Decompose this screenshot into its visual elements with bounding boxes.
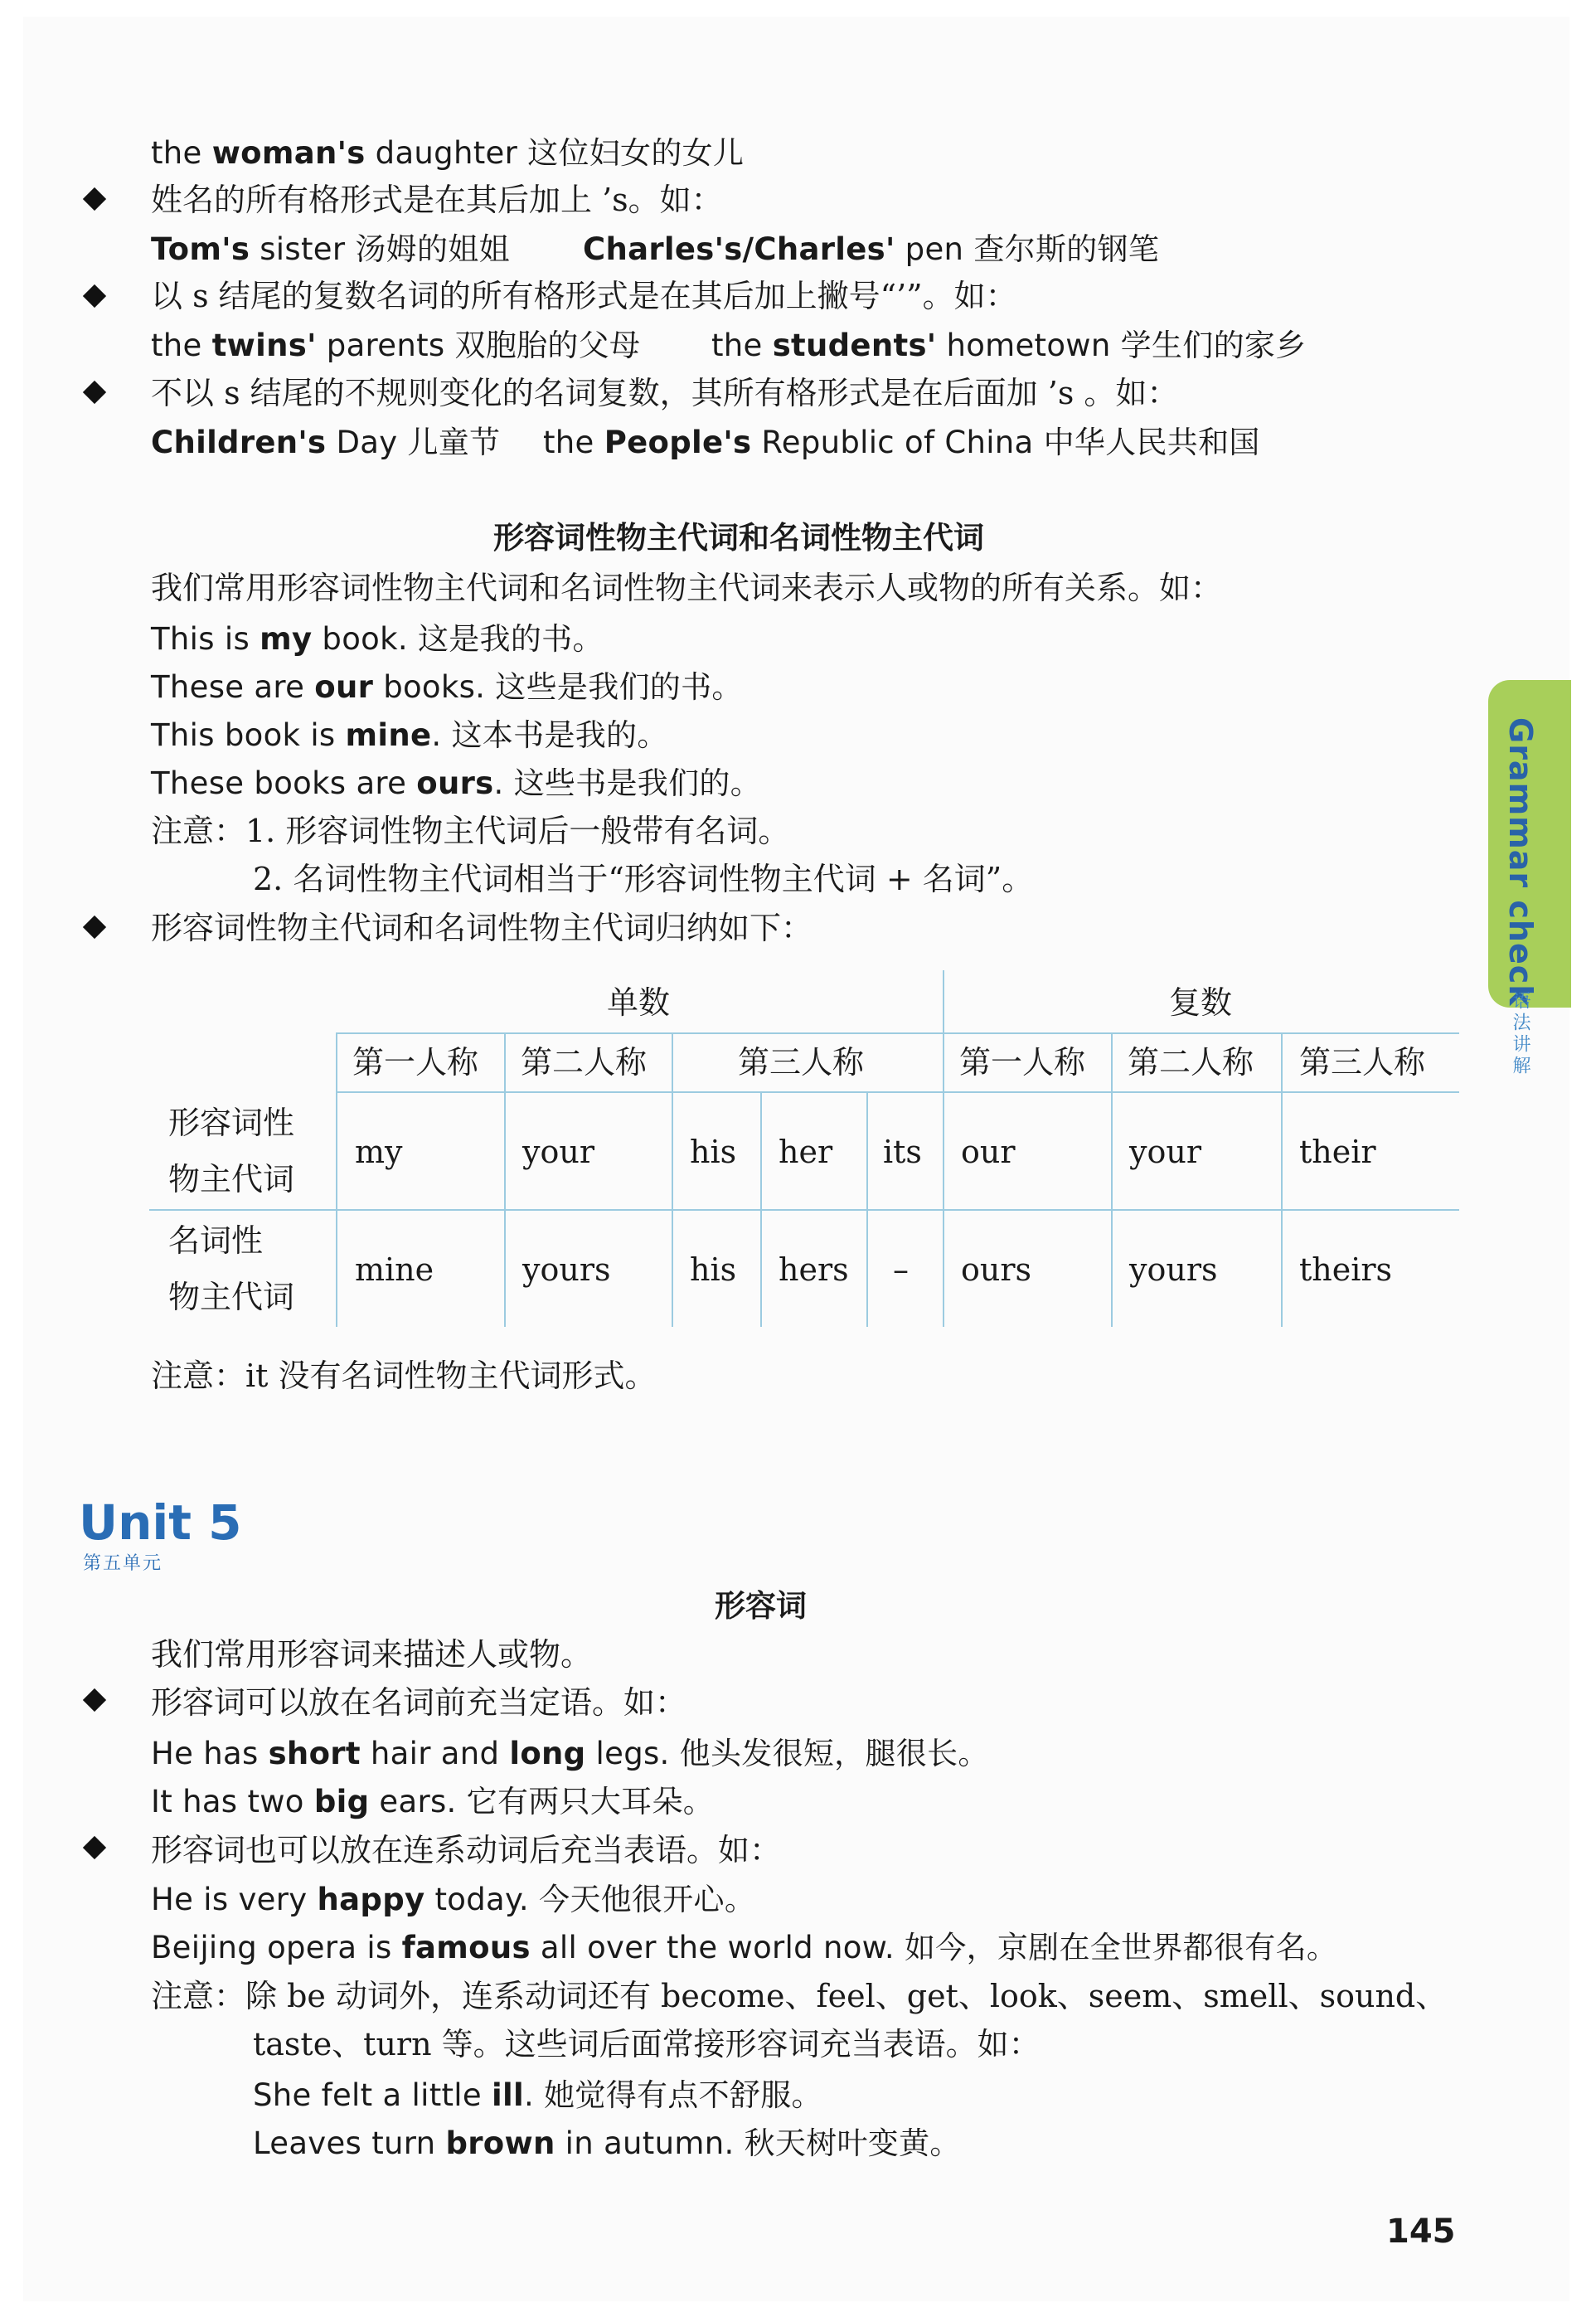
example-happy: He is very happy today. 今天他很开心。 xyxy=(151,1882,756,1917)
table-cell: ours xyxy=(961,1251,1032,1288)
table-cell: our xyxy=(961,1134,1016,1170)
example-brown: Leaves turn brown in autumn. 秋天树叶变黄。 xyxy=(253,2125,961,2161)
header-person: 第二人称 xyxy=(521,1044,648,1081)
table-cell: his xyxy=(690,1251,737,1288)
section-heading-adjectives: 形容词 xyxy=(715,1588,807,1624)
section-heading-possessive-pronouns: 形容词性物主代词和名词性物主代词 xyxy=(493,520,984,556)
example-childrens-day: Children's Day 儿童节 xyxy=(151,425,501,460)
adjective-rule-attributive: 形容词可以放在名词前充当定语。如： xyxy=(151,1684,687,1721)
unit-subtitle: 第五单元 xyxy=(83,1553,163,1574)
page-number: 145 xyxy=(1386,2213,1456,2251)
adjective-intro: 我们常用形容词来描述人或物。 xyxy=(151,1636,593,1673)
table-cell: your xyxy=(522,1134,594,1170)
table-cell: her xyxy=(779,1134,833,1170)
side-tab-subtitle: 语法讲解 xyxy=(1510,991,1531,1077)
example-toms-sister: Tom's sister 汤姆的姐姐 xyxy=(151,231,510,267)
row-label-noun: 名词性 物主代词 xyxy=(168,1222,295,1315)
header-person: 第二人称 xyxy=(1128,1044,1254,1081)
table-cell: – xyxy=(893,1251,909,1288)
header-singular: 单数 xyxy=(607,984,671,1021)
table-cell: his xyxy=(690,1134,737,1170)
example-students-hometown: the students' hometown 学生们的家乡 xyxy=(711,328,1307,363)
table-cell: its xyxy=(883,1134,922,1170)
table-cell: yours xyxy=(522,1251,611,1288)
example-womans-daughter: the woman's daughter 这位妇女的女儿 xyxy=(151,135,745,171)
note-1: 注意：1. 形容词性物主代词后一般带有名词。 xyxy=(151,813,790,849)
table-cell: hers xyxy=(779,1251,849,1288)
table-cell: yours xyxy=(1129,1251,1218,1288)
header-person: 第三人称 xyxy=(738,1044,865,1081)
header-person: 第一人称 xyxy=(959,1044,1086,1081)
example-short-hair: He has short hair and long legs. 他头发很短，腿很长。 xyxy=(151,1736,989,1771)
table-cell: your xyxy=(1129,1134,1201,1170)
adjective-rule-predicative: 形容词也可以放在连系动词后充当表语。如： xyxy=(151,1832,782,1868)
section-intro: 我们常用形容词性物主代词和名词性物主代词来表示人或物的所有关系。如： xyxy=(151,570,1223,606)
example-ill: She felt a little ill. 她觉得有点不舒服。 xyxy=(253,2077,822,2113)
side-tab-title: Grammar check xyxy=(1502,717,1539,1007)
example-mine: This book is mine. 这本书是我的。 xyxy=(151,717,668,753)
table-cell: their xyxy=(1299,1134,1376,1170)
example-ours: These books are ours. 这些书是我们的。 xyxy=(151,765,762,801)
summary-bullet: 形容词性物主代词和名词性物主代词归纳如下： xyxy=(151,910,813,946)
header-plural: 复数 xyxy=(1169,984,1233,1021)
linking-verbs-note: 注意：除 be 动词外，连系动词还有 become、feel、get、look、seem、smell、sound、 xyxy=(151,1978,1448,2014)
example-our-books: These are our books. 这些是我们的书。 xyxy=(151,669,743,705)
table-cell: theirs xyxy=(1299,1251,1393,1288)
note-2: 2. 名词性物主代词相当于“形容词性物主代词 + 名词”。 xyxy=(253,861,1034,897)
table-cell: mine xyxy=(355,1251,434,1288)
example-big-ears: It has two big ears. 它有两只大耳朵。 xyxy=(151,1784,715,1819)
rule-plural-s-possessive: 以 s 结尾的复数名词的所有格形式是在其后加上撇号“’”。如： xyxy=(151,278,1017,314)
header-person: 第三人称 xyxy=(1299,1044,1426,1081)
header-person: 第一人称 xyxy=(352,1044,479,1081)
linking-verbs-note-cont: taste、turn 等。这些词后面常接形容词充当表语。如： xyxy=(253,2026,1041,2062)
table-cell: my xyxy=(355,1134,403,1170)
example-famous: Beijing opera is famous all over the world now. 如今，京剧在全世界都很有名。 xyxy=(151,1930,1338,1965)
example-my-book: This is my book. 这是我的书。 xyxy=(151,621,604,657)
example-twins-parents: the twins' parents 双胞胎的父母 xyxy=(151,328,641,363)
rule-irregular-plural-possessive: 不以 s 结尾的不规则变化的名词复数，其所有格形式是在后面加 ’s 。如： xyxy=(151,375,1179,411)
example-peoples-republic: the People's Republic of China 中华人民共和国 xyxy=(543,425,1260,460)
table-note: 注意：it 没有名词性物主代词形式。 xyxy=(151,1358,657,1394)
example-charles-pen: Charles's/Charles' pen 查尔斯的钢笔 xyxy=(583,231,1160,267)
rule-name-possessive: 姓名的所有格形式是在其后加上 ’s。如： xyxy=(151,182,723,218)
unit-title: Unit 5 xyxy=(79,1494,242,1551)
row-label-adjective: 形容词性 物主代词 xyxy=(168,1105,295,1197)
